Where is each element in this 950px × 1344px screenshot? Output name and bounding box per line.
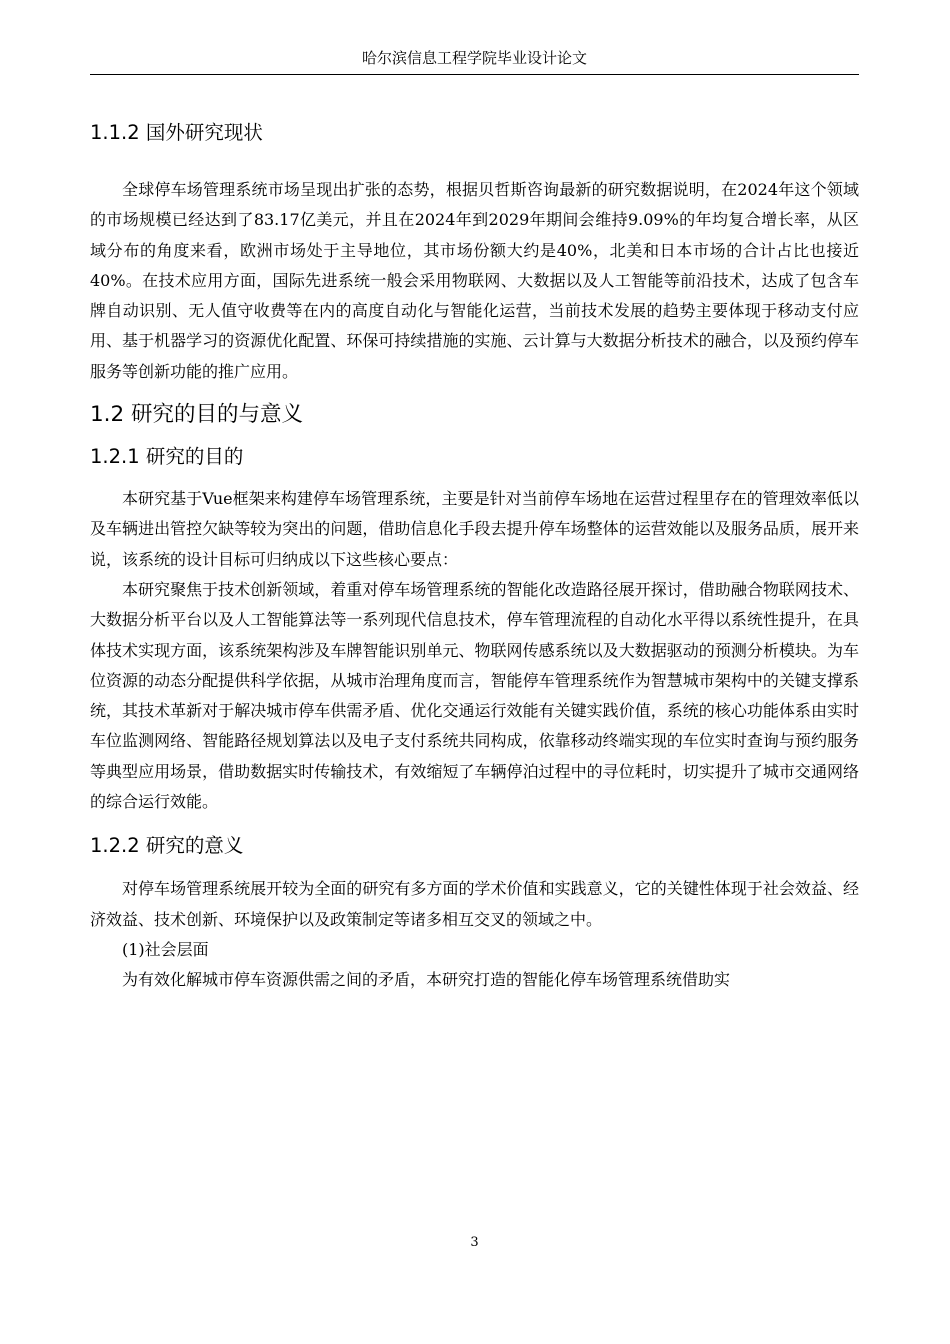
paragraph-social-level: 为有效化解城市停车资源供需之间的矛盾，本研究打造的智能化停车场管理系统借助实 <box>122 970 731 990</box>
paragraph-purpose-detail: 本研究聚焦于技术创新领域，着重对停车场管理系统的智能化改造路径展开探讨，借助融合物联网技术、大数据分析平台以及人工智能算法等一系列现代信息技术，停车管理流程的自动化水平得以系统性提升，在具体技术实现方面，该系统架构涉及车牌智能识别单元、物联网传感系统以及大数据驱动的预测分析模块。为车位资源的动态分配提供科学依据，从城市治理角度而言，智能停车管理系统作为智慧城市架构中的关键支撑系统，其技术革新对于解决城市停车供需矛盾、优化交通运行效能有关键实践价值，系统的核心功能体系由实时车位监测网络、智能路径规划算法以及电子支付系统共同构成，依靠移动终端实现的车位实时查询与预约服务等典型应用场景，借助数据实时传输技术，有效缩短了车辆停泊过程中的寻位耗时，切实提升了城市交通网络的综合运行效能。 <box>90 579 859 812</box>
paragraph-purpose-intro: 本研究基于Vue框架来构建停车场管理系统，主要是针对当前停车场地在运营过程里存在的管理效率低以及车辆进出管控欠缺等较为突出的问题，借助信息化手段去提升停车场整体的运营效能以及服务品质，展开来说，该系统的设计目标可归纳成以下这些核心要点： <box>90 489 859 569</box>
heading-1-2-1: 1.2.1 研究的目的 <box>90 445 244 469</box>
paragraph-significance-intro: 对停车场管理系统展开较为全面的研究有多方面的学术价值和实践意义，它的关键性体现于社会效益、经济效益、技术创新、环境保护以及政策制定等诸多相互交叉的领域之中。 <box>90 879 859 929</box>
header-rule <box>90 74 859 75</box>
page-body <box>90 115 859 996</box>
heading-1-1-2: 1.1.2 国外研究现状 <box>90 121 263 144</box>
heading-1-2-2: 1.2.2 研究的意义 <box>90 834 244 858</box>
paragraph-overseas-status: 全球停车场管理系统市场呈现出扩张的态势，根据贝哲斯咨询最新的研究数据说明，在2024年这个领域的市场规模已经达到了83.17亿美元，并且在2024年到2029年期间会维持9.09%的年均复合增长率，从区域分布的角度来看，欧洲市场处于主导地位，其市场份额大约是40%，北美和日本市场的合计占比也接近40%。在技术应用方面，国际先进系统一般会采用物联网、大数据以及人工智能等前沿技术，达成了包含车牌自动识别、无人值守收费等在内的高度自动化与智能化运营，当前技术发展的趋势主要体现于移动支付应用、基于机器学习的资源优化配置、环保可持续措施的实施、云计算与大数据分析技术的融合，以及预约停车服务等创新功能的推广应用。 <box>90 180 859 381</box>
heading-1-2: 1.2 研究的目的与意义 <box>90 402 304 428</box>
paragraph-social-level-label: (1)社会层面 <box>122 939 209 959</box>
running-header: 哈尔滨信息工程学院毕业设计论文 <box>361 49 587 67</box>
page-number: 3 <box>470 1235 479 1250</box>
